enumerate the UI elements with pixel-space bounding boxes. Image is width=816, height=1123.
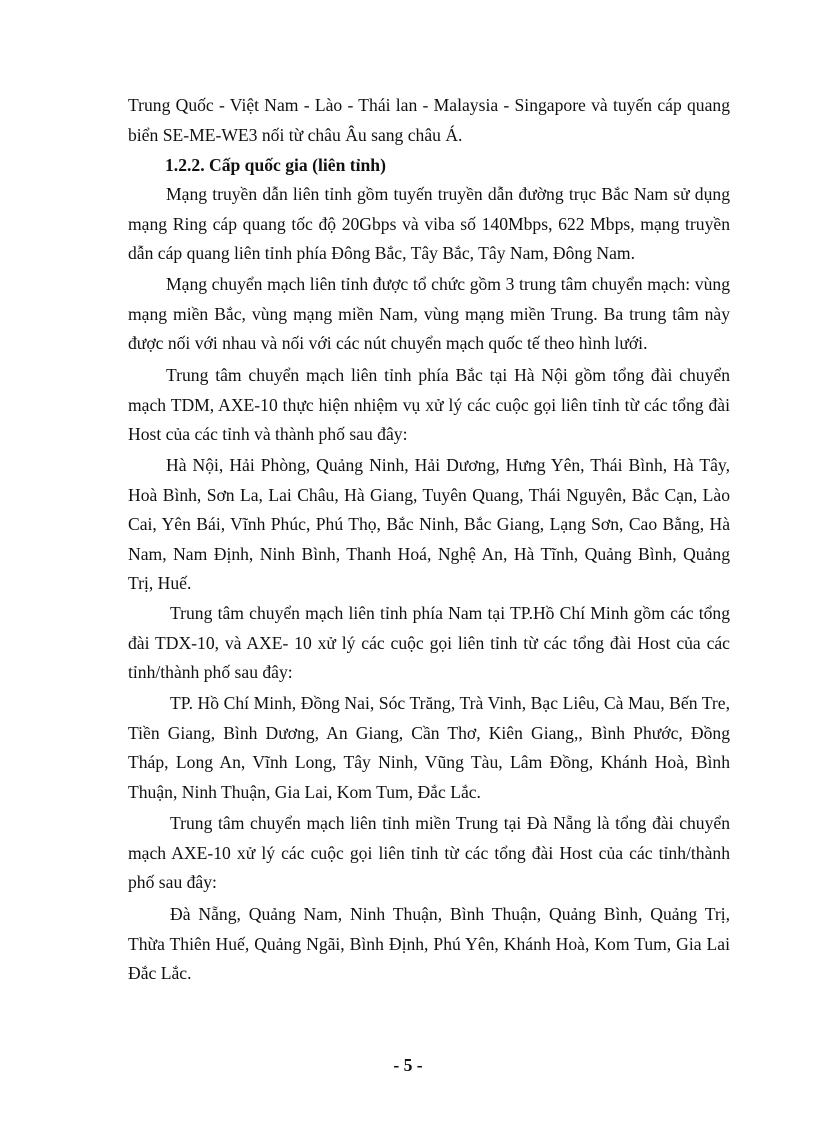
paragraph-south-center: Trung tâm chuyển mạch liên tỉnh phía Nam tại TP.Hồ Chí Minh gồm các tổng đài TDX-10, và AXE- 10 xử lý các cuộc gọi liên tỉnh từ các tổng đài Host của các tỉnh/thành phố sau đây: [128,603,730,682]
paragraph-transmission-network: Mạng truyền dẫn liên tỉnh gồm tuyến truyền dẫn đường trục Bắc Nam sử dụng mạng Ring cáp quang tốc độ 20Gbps và viba số 140Mbps, 622 Mbps, mạng truyền dẫn cáp quang liên tỉnh phía Đông Bắc, Tây Bắc, Tây Nam, Đông Nam. [128,184,730,263]
paragraph-central-provinces: Đà Nẵng, Quảng Nam, Ninh Thuận, Bình Thuận, Quảng Bình, Quảng Trị, Thừa Thiên Huế, Quảng Ngãi, Bình Định, Phú Yên, Khánh Hoà, Kom Tum, Gia Lai Đắc Lắc. [128,904,730,983]
paragraph-north-center: Trung tâm chuyển mạch liên tỉnh phía Bắc tại Hà Nội gồm tổng đài chuyển mạch TDM, AXE-10 thực hiện nhiệm vụ xử lý các cuộc gọi liên tỉnh từ các tổng đài Host của các tỉnh và thành phố sau đây: [128,365,730,444]
section-heading: 1.2.2. Cấp quốc gia (liên tỉnh) [165,155,386,175]
paragraph-north-provinces: Hà Nội, Hải Phòng, Quảng Ninh, Hải Dương, Hưng Yên, Thái Bình, Hà Tây, Hoà Bình, Sơn La, Lai Châu, Hà Giang, Tuyên Quang, Thái Nguyên, Bắc Cạn, Lào Cai, Yên Bái, Vĩnh Phúc, Phú Thọ, Bắc Ninh, Bắc Giang, Lạng Sơn, Cao Bằng, Hà Nam, Nam Định, Ninh Bình, Thanh Hoá, Nghệ An, Hà Tĩnh, Quảng Bình, Quảng Trị, Huế. [128,455,730,593]
paragraph-cable-routes: Trung Quốc - Việt Nam - Lào - Thái lan - Malaysia - Singapore và tuyến cáp quang biển SE-ME-WE3 nối từ châu Âu sang châu Á. [128,95,730,145]
paragraph-south-provinces: TP. Hồ Chí Minh, Đồng Nai, Sóc Trăng, Trà Vinh, Bạc Liêu, Cà Mau, Bến Tre, Tiền Giang, Bình Dương, An Giang, Cần Thơ, Kiên Giang,, Bình Phước, Đồng Tháp, Long An, Vĩnh Long, Tây Ninh, Vũng Tàu, Lâm Đồng, Khánh Hoà, Bình Thuận, Ninh Thuận, Gia Lai, Kom Tum, Đắc Lắc. [128,693,730,802]
page-number: - 5 - [393,1055,423,1075]
paragraph-switching-network: Mạng chuyển mạch liên tỉnh được tổ chức gồm 3 trung tâm chuyển mạch: vùng mạng miền Bắc, vùng mạng miền Nam, vùng mạng miền Trung. Ba trung tâm này được nối với nhau và nối với các nút chuyển mạch quốc tế theo hình lưới. [128,274,730,353]
paragraph-central-center: Trung tâm chuyển mạch liên tỉnh miền Trung tại Đà Nẵng là tổng đài chuyển mạch AXE-10 xử lý các cuộc gọi liên tỉnh từ các tổng đài Host của các tỉnh/thành phố sau đây: [128,813,730,892]
